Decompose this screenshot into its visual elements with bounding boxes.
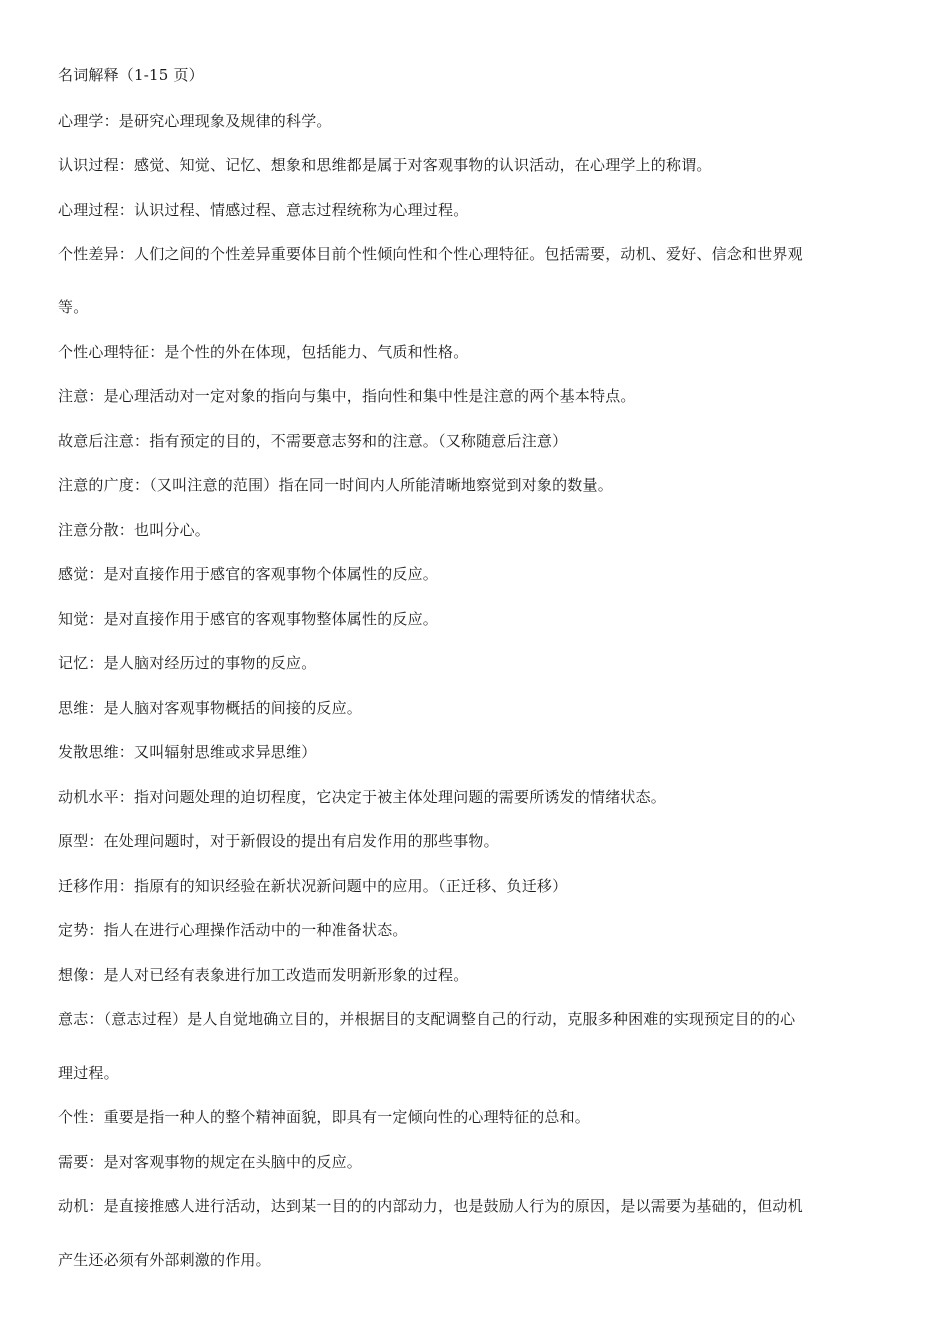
entry-fasansiwei: 发散思维：又叫辐射思维或求异思维） bbox=[58, 743, 317, 761]
entry-xuyao: 需要：是对客观事物的规定在头脑中的反应。 bbox=[58, 1153, 363, 1171]
entry-xinliguocheng: 心理过程：认识过程、情感过程、意志过程统称为心理过程。 bbox=[58, 201, 469, 219]
entry-jiyi: 记忆：是人脑对经历过的事物的反应。 bbox=[58, 654, 317, 672]
entry-gexingchayi: 个性差异：人们之间的个性差异重要体目前个性倾向性和个性心理特征。包括需要，动机、爱好、信念和世界观 bbox=[58, 245, 803, 263]
entry-zhuyideguangdu: 注意的广度：（又叫注意的范围）指在同一时间内人所能清晰地察觉到对象的数量。 bbox=[58, 476, 613, 494]
entry-zhuyi: 注意：是心理活动对一定对象的指向与集中，指向性和集中性是注意的两个基本特点。 bbox=[58, 387, 636, 405]
entry-guyihouzhuyi: 故意后注意：指有预定的目的，不需要意志努和的注意。（又称随意后注意） bbox=[58, 432, 568, 450]
entry-dongji-continued: 产生还必须有外部刺激的作用。 bbox=[58, 1251, 271, 1269]
entry-zhijue: 知觉：是对直接作用于感官的客观事物整体属性的反应。 bbox=[58, 610, 439, 628]
entry-yizhi: 意志：（意志过程）是人自觉地确立目的，并根据目的支配调整自己的行动，克服多种困难的实现预定目的的心 bbox=[58, 1010, 796, 1028]
entry-gexing: 个性：重要是指一种人的整个精神面貌，即具有一定倾向性的心理特征的总和。 bbox=[58, 1108, 591, 1126]
section-title: 名词解释（1-15 页） bbox=[58, 66, 204, 84]
entry-siwei: 思维：是人脑对客观事物概括的间接的反应。 bbox=[58, 699, 363, 717]
entry-gexingchayi-continued: 等。 bbox=[58, 298, 89, 316]
entry-yizhi-continued: 理过程。 bbox=[58, 1064, 119, 1082]
entry-qianyizuoyong: 迁移作用：指原有的知识经验在新状况新问题中的应用。（正迁移、负迁移） bbox=[58, 877, 568, 895]
entry-yuanxing: 原型：在处理问题时，对于新假设的提出有启发作用的那些事物。 bbox=[58, 832, 499, 850]
entry-dingshi: 定势：指人在进行心理操作活动中的一种准备状态。 bbox=[58, 921, 408, 939]
entry-xiangxiang: 想像：是人对已经有表象进行加工改造而发明新形象的过程。 bbox=[58, 966, 469, 984]
entry-renshiguocheng: 认识过程：感觉、知觉、记忆、想象和思维都是属于对客观事物的认识活动，在心理学上的称谓。 bbox=[58, 156, 712, 174]
entry-gexingxinlitezheng: 个性心理特征：是个性的外在体现，包括能力、气质和性格。 bbox=[58, 343, 469, 361]
entry-dongji: 动机：是直接推感人进行活动，达到某一目的的内部动力，也是鼓励人行为的原因，是以需要为基础的，但动机 bbox=[58, 1197, 803, 1215]
entry-ganjue: 感觉：是对直接作用于感官的客观事物个体属性的反应。 bbox=[58, 565, 439, 583]
entry-dongjishuiping: 动机水平：指对问题处理的迫切程度，它决定于被主体处理问题的需要所诱发的情绪状态。 bbox=[58, 788, 667, 806]
entry-zhuyifensan: 注意分散：也叫分心。 bbox=[58, 521, 211, 539]
entry-xinlixue: 心理学：是研究心理现象及规律的科学。 bbox=[58, 112, 332, 130]
